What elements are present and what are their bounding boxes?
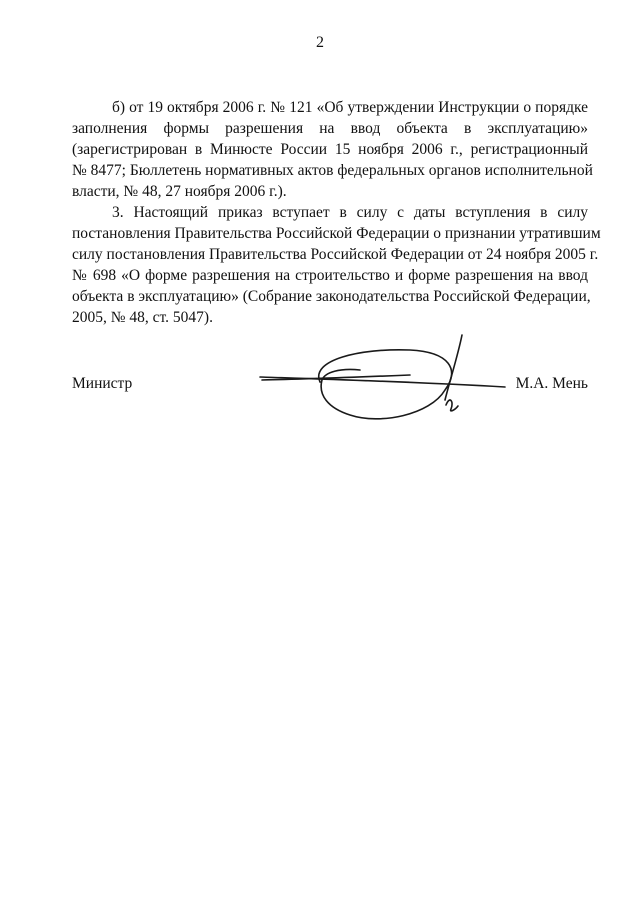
paragraph-b-line: № 8477; Бюллетень нормативных актов федеральных органов исполнительной	[72, 162, 593, 179]
signatory-name: М.А. Мень	[515, 375, 588, 392]
paragraph-3-line: № 698 «О форме разрешения на строительство и форме разрешения на ввод	[72, 267, 588, 284]
paragraph-b-line: заполнения формы разрешения на ввод объекта в эксплуатацию»	[72, 120, 588, 137]
paragraph-3-line: 2005, № 48, ст. 5047).	[72, 309, 213, 326]
handwritten-signature	[250, 330, 520, 430]
page-number: 2	[316, 34, 324, 51]
paragraph-3-line: постановления Правительства Российской Федерации о признании утратившим	[72, 225, 601, 242]
paragraph-3-line: силу постановления Правительства Российской Федерации от 24 ноября 2005 г.	[72, 246, 599, 263]
paragraph-3-line: объекта в эксплуатацию» (Собрание законодательства Российской Федерации,	[72, 288, 591, 305]
paragraph-b-line: (зарегистрирован в Минюсте России 15 ноября 2006 г., регистрационный	[72, 141, 588, 158]
position-title: Министр	[72, 375, 133, 392]
paragraph-b-line: б) от 19 октября 2006 г. № 121 «Об утверждении Инструкции о порядке	[112, 99, 588, 116]
paragraph-3-line: 3. Настоящий приказ вступает в силу с даты вступления в силу	[112, 204, 588, 221]
paragraph-b-line: власти, № 48, 27 ноября 2006 г.).	[72, 183, 287, 200]
